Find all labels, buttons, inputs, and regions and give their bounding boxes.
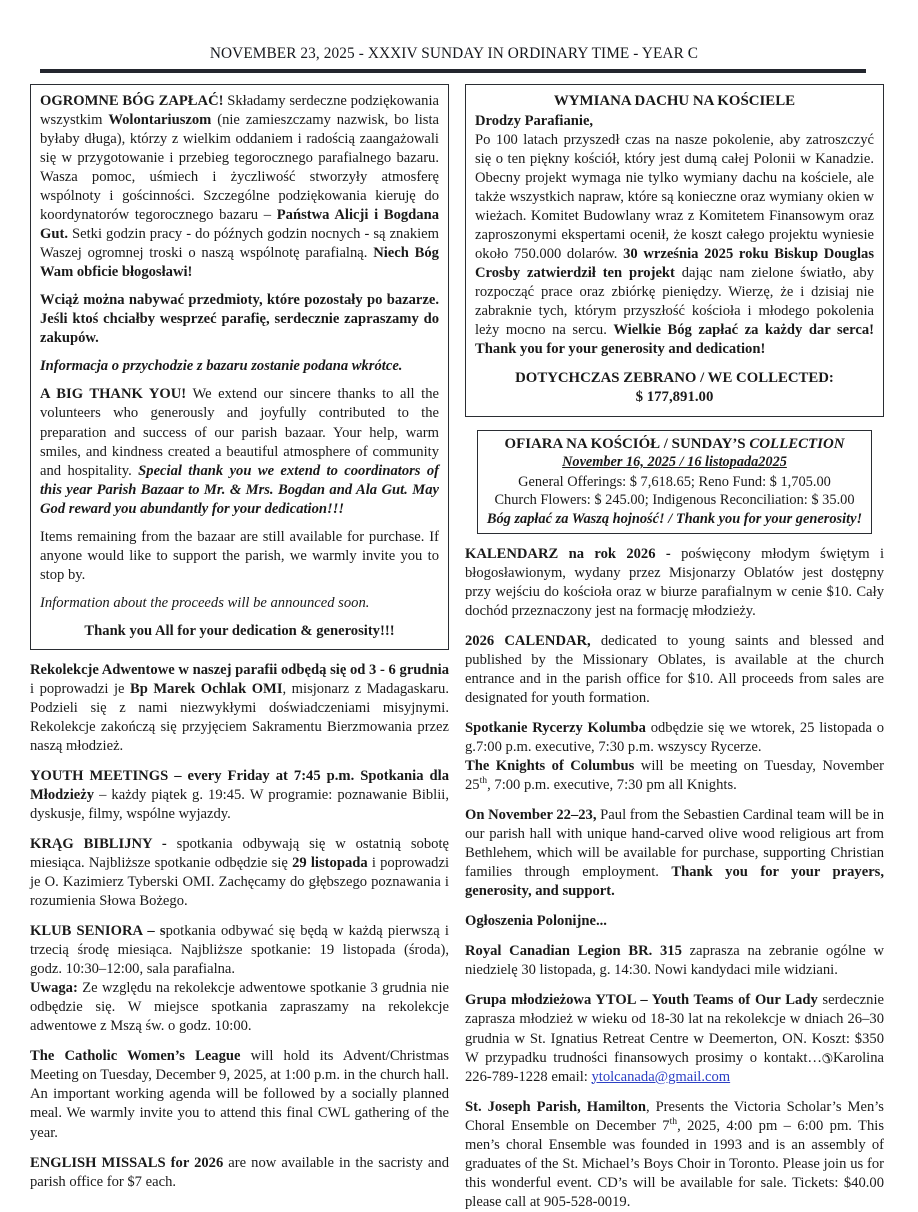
collection-title-italic: COLLECTION [749,435,845,452]
page-title: NOVEMBER 23, 2025 - XXXIV SUNDAY IN ORDINARY TIME - YEAR C [209,45,699,62]
announcement-english-missals [30,1154,449,1192]
announcement-knights-of-columbus-pl [465,719,884,757]
announcement-cwl-meeting [30,1047,449,1142]
two-column-layout [30,84,884,1212]
announcement-text: odbędzie się we wtorek, 25 listopada o g.7:00 p.m. executive, 7:30 p.m. wszyscy Rycerze. [465,720,884,756]
announcement-text: will be meeting on Tuesday, November 25 [465,758,884,794]
announcement-text: dedicated to young saints and blessed and published by the Missionary Oblates, is available at the church entrance and in the parish office for $10. All proceeds from sales are designated for youth formation. [465,632,884,707]
announcement-text: ENGLISH MISSALS for 2026 [30,1154,224,1171]
roof-body-d: Wielkie Bóg zapłać za każdy dar serca! Thank you for your generosity and dedication! [475,321,874,357]
announcement-text: St. Joseph Parish, Hamilton [465,1098,646,1115]
roof-box-title: WYMIANA DACHU NA KOŚCIELE [553,93,796,109]
announcement-calendar-2026-en [465,632,884,708]
announcement-text: i poprowadzi je [30,680,131,697]
bazaar-lead-en: A BIG THANK YOU! [40,386,187,403]
bazaar-text-4b: Special thank you we extend to coordinators of this year Parish Bazaar to Mr. & Mrs. Bogdan and Ala Gut. May God reward you abundantly for your dedication!!! [40,462,440,517]
announcement-text: KRĄG BIBLIJNY - [30,836,167,853]
bazaar-para-english-1 [40,385,439,518]
right-column [465,84,884,1212]
announcement-text: The Knights of Columbus [465,758,635,775]
announcement-text: Uwaga: [30,980,78,997]
announcement-text: On November 22–23, [465,807,597,824]
left-column [30,84,449,1192]
roof-body [475,131,874,359]
announcement-st-joseph-choral [465,1098,884,1212]
collection-date: November 16, 2025 / 16 listopada2025 [562,454,787,471]
announcement-text: 29 listopada [292,855,368,872]
announcement-text: Rekolekcje Adwentowe w naszej parafii odbędą się od 3 - 6 grudnia [30,661,449,678]
announcement-text: Karolina 226-789-1228 email: [465,1049,884,1085]
announcement-text: , misjonarz z Madagaskaru. Podzieli się z nami niezwykłymi doświadczeniami misyjnymi. Rekolekcje zakończą się przyjęciem Sakramentu Bierzmowania przez naszą młodzież. [30,680,449,754]
announcement-text: serdecznie zaprasza młodzież w wieku od 18-30 lat na rekolekcje w dniach 26–30 grudnia w St. Ignatius Retreat Centre w Deemerton, ON. Koszt: $350 W przypadku trudności finansowych prosimy o kontakt… [465,992,884,1066]
announcement-text: Thank you for your prayers, generosity, and support. [465,864,884,900]
bazaar-closing-line: Thank you All for your dedication & generosity!!! [84,622,395,639]
bazaar-text-1f: Niech Bóg Wam obficie błogosławi! [40,245,439,281]
bazaar-text-1c: (nie zamieszczamy nazwisk, bo lista byłaby długa), którzy z wielkim oddaniem i radością zaangażowali się w przygotowanie i przebieg tegorocznego parafialnego bazaru. Wasza pomoc, uśmiech i życzliwość stworzyły atmosferę wspólnoty i gościnności. Szczególne podziękowania kieruję do koordynatorów tegorocznego bazaru – [40,112,439,224]
left-announcements [30,661,449,1192]
ordinal-suffix: th [669,1115,678,1127]
announcement-text: Spotkanie Rycerzy Kolumba [465,720,646,737]
announcement-text: 2026 CALENDAR, [465,632,591,649]
bazaar-text-1e: Setki godzin pracy - do późnych godzin nocnych - są znakiem Waszej ogromnej troski o naszą wspólnotę parafialną. [40,226,439,262]
announcement-text: The Catholic Women’s League [30,1048,241,1065]
bazaar-thank-you-box [30,84,449,650]
collection-title-plain: OFIARA NA KOŚCIÓŁ / SUNDAY’S [504,435,750,452]
announcement-text: poświęcony młodym świętym i błogosławionym, wydany przez Misjonarzy Oblatów jest dostępny przy wejściu do kościoła oraz w biurze parafialnym w cenie $10. Cały dochód przeznaczony jest na formację młodzieży. [465,545,884,619]
announcement-royal-canadian-legion [465,942,884,980]
announcement-ytol-youth-group [465,991,884,1086]
bazaar-text-1a: Składamy serdeczne podziękowania wszystkim [40,93,439,129]
announcement-kalendarz-2026-pl [465,545,884,621]
announcement-text: potkania odbywać się będą w każdą pierwszą i trzecią środę miesiąca. Najbliższe spotkanie: 19 listopada (środa), godz. 10:30–12:00, sala parafialna. [30,923,449,978]
announcement-text: Ze względu na rekolekcje adwentowe spotkanie 3 grudnia nie odbędzie się. W miejsce spotkania zapraszamy na rekolekcje adwentowe z Mszą św. o godz. 10:00. [30,980,449,1035]
bazaar-para-polish-2: Wciąż można nabywać przedmioty, które pozostały po bazarze. Jeśli ktoś chciałby wesprzeć parafię, serdecznie zapraszamy do zakupów. [40,292,439,347]
roof-body-c: dając nam zielone światło, aby rozpocząć prace oraz zbiórkę pieniędzy. Wierzę, że i dzisiaj nie zabraknie tych, którym przyszłość kościoła i młodego pokolenia leży mocno na sercu. [475,264,874,338]
announcement-text: KLUB SENIORA – s [30,923,166,940]
ordinal-suffix: th [479,775,488,787]
announcement-text: are now available in the sacristy and parish office for $7 each. [30,1154,449,1190]
announcement-text: Grupa młodzieżowa YTOL – Youth Teams of Our Lady [465,992,818,1009]
bazaar-text-4a: We extend our sincere thanks to all the volunteers who generously and joyfully contributed to the preparation and success of our parish bazaar. Your help, warm smiles, and kindness created a beautiful atmosphere of community and hospitality. [40,386,439,479]
announcement-text: KALENDARZ na rok 2026 - [465,545,671,562]
announcement-text: spotkania odbywają się w ostatnią sobotę miesiąca. Najbliższe spotkanie odbędzie się [30,836,449,872]
announcement-seniors-club-note [30,979,449,1036]
roof-body-a: Po 100 latach przyszedł czas na nasze pokolenie, aby zatroszczyć się o ten piękny kościół, który jest dumą całej Polonii w Kanadzie. Obecny projekt wymaga nie tylko wymiany dachu na kościele, ale także wszystkich napraw, które są konieczne oraz wymiany okien w wieżach. Komitet Budowlany wraz z Komitetem Finansowym oraz zaproszonymi ekspertami ocenił, że koszt całego projektu wyniesie około 750.000 dolarów. [475,131,874,262]
announcement-text: i poprowadzi je O. Kazimierz Tyberski OMI. Zachęcamy do głębszego poznawania i rozumienia Słowa Bożego. [30,855,449,910]
announcement-text: – każdy piątek g. 19:45. W programie: poznawanie Biblii, dyskusje, filmy, wspólne wyjazdy. [30,787,449,823]
bazaar-para-english-3: Information about the proceeds will be announced soon. [40,594,370,611]
announcement-text: Royal Canadian Legion BR. 315 [465,943,682,960]
announcement-polonia-announcements-heading [465,912,884,931]
roof-body-b: 30 września 2025 roku Biskup Douglas Crosby zatwierdził ten projekt [475,245,874,281]
announcement-text: YOUTH MEETINGS – every Friday at 7:45 p.m. Spotkania dla Młodzieży [30,767,449,803]
sunday-collection-box [477,430,872,534]
announcement-text: Paul from the Sebastien Cardinal team will be in our parish hall with unique hand-carved olive wood religious art from Bethlehem, which will be available for purchase, supporting Christian families through employment. [465,807,884,881]
announcement-bible-circle [30,835,449,911]
announcement-advent-retreat [30,661,449,756]
announcement-knights-of-columbus-en [465,757,884,795]
announcement-text: zaprasza na zebranie ogólne w niedzielę 30 listopada, g. 14:30. Nowi kandydaci mile widziani. [465,943,884,979]
announcement-text: , 2025, 4:00 pm – 6:00 pm. This men’s choral Ensemble was founded in 1993 and is an assembly of graduates of the St. Michael’s Boys Choir in Toronto. Please join us for this wonderful event. CD’s will be available for sale. Tickets: $40.00 please call at 905-528-0019. [465,1117,884,1210]
header-divider [40,69,866,73]
bazaar-text-1d: Państwa Alicji i Bogdana Gut. [40,207,439,243]
phone-icon: ✆ [822,1051,833,1067]
collection-thanks: Bóg zapłać za Waszą hojność! / Thank you for your generosity! [486,510,863,527]
roof-salutation: Drodzy Parafianie, [475,112,594,129]
bazaar-para-english-2: Items remaining from the bazaar are still available for purchase. If anyone would like to support the parish, we warmly invite you to stop by. [40,528,439,583]
announcement-youth-meetings [30,767,449,824]
collected-amount: $ 177,891.00 [635,389,714,406]
right-announcements [465,545,884,1212]
roof-replacement-box [465,84,884,417]
bazaar-lead-pl: OGROMNE BÓG ZAPŁAĆ! [40,93,224,109]
email-link[interactable]: ytolcanada@gmail.com [591,1068,731,1085]
announcement-text: , 7:00 p.m. executive, 7:30 pm all Knights. [487,777,737,794]
collection-line-1: General Offerings: $ 7,618.65; Reno Fund: $ 1,705.00 [518,473,831,490]
collection-box-title [485,435,864,454]
announcement-text: will hold its Advent/Christmas Meeting on Tuesday, December 9, 2025, at 1:00 p.m. in the church hall. An important working agenda will be followed by a socially planned meal. We warmly invite you to attend this final CWL gathering of the year. [30,1048,450,1141]
collection-line-2: Church Flowers: $ 245.00; Indigenous Reconciliation: $ 35.00 [494,492,855,509]
announcement-text: Ogłoszenia Polonijne... [465,913,607,930]
announcement-text: , Presents the Victoria Scholar’s Men’s Choral Ensemble on December 7 [465,1098,884,1134]
announcement-seniors-club [30,922,449,979]
bazaar-para-polish-1 [40,92,439,282]
collected-label: DOTYCHCZAS ZEBRANO / WE COLLECTED: [515,370,834,387]
announcement-olive-wood-art [465,806,884,901]
bazaar-para-polish-3: Informacja o przychodzie z bazaru zostanie podana wkrótce. [40,358,403,375]
announcement-text: Bp Marek Ochlak OMI [130,680,283,697]
bazaar-text-1b: Wolontariuszom [108,112,212,129]
